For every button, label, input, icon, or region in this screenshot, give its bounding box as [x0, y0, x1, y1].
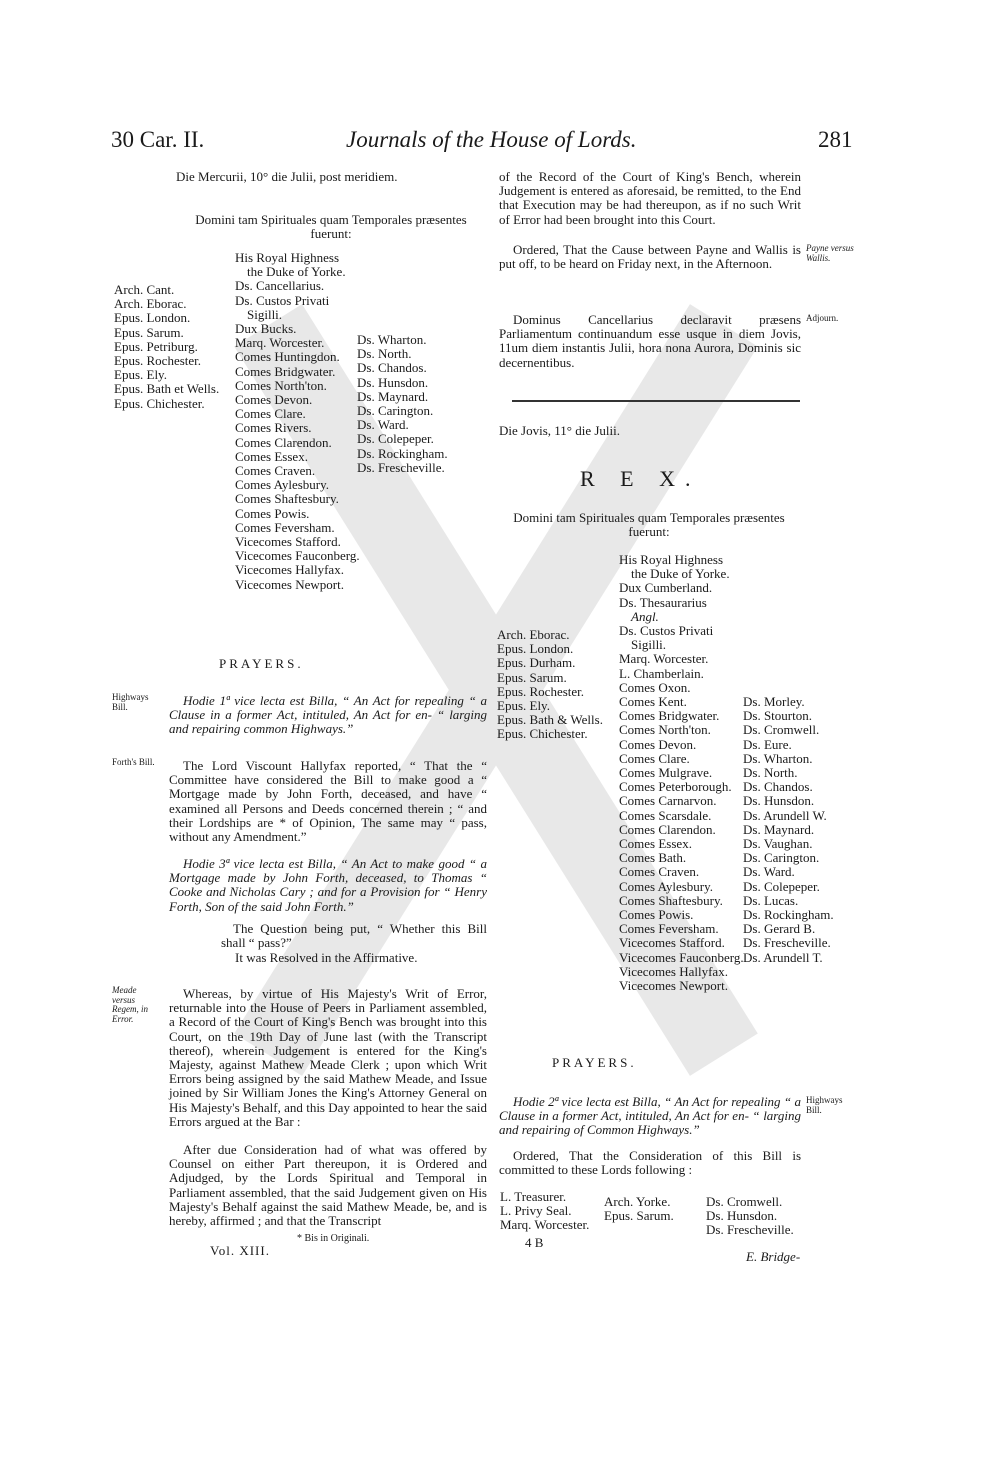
member-name: Ds. Hunsdon.	[706, 1208, 778, 1224]
member-name: Ds. Cromwell.	[743, 722, 820, 738]
attendance-col1-right	[497, 628, 603, 742]
regnal-year: 30 Car. II.	[111, 127, 205, 152]
attendance-col3-left	[357, 333, 448, 475]
resolved-affirmative: It was Resolved in the Affirmative.	[235, 950, 418, 965]
member-name: Ds. Frescheville.	[743, 935, 831, 951]
volume-number: Vol. XIII.	[210, 1243, 270, 1258]
member-name: Ds. Rockingham.	[743, 907, 834, 923]
member-name: Comes Scarsdale.	[619, 807, 712, 823]
member-name: Dux Bucks.	[235, 321, 297, 337]
member-name: Comes Devon.	[235, 392, 313, 408]
member-name: Ds. Hunsdon.	[357, 374, 429, 390]
member-name: Arch. Eborac.	[497, 627, 570, 642]
rex-heading: R E X.	[580, 466, 701, 491]
member-name: Epus. Durham.	[497, 655, 576, 671]
member-name: Sigilli.	[247, 306, 283, 322]
judgement-continued: of the Record of the Court of King's Bench, wherein Judgement is entered as aforesaid, be remitted, to the End that Execution may be had thereupon, as if no such Writ of Error had been brought into this Court.	[499, 169, 801, 227]
sitting-heading-left: Die Mercurii, 10° die Julii, post meridiem.	[176, 169, 398, 184]
committee-col2	[604, 1195, 674, 1223]
member-name: Vicecomes Hallyfax.	[235, 562, 344, 578]
member-name: Ds. Eure.	[743, 736, 792, 752]
member-name: Comes Aylesbury.	[235, 477, 330, 493]
margin-note-highways-right: Highways Bill.	[806, 1095, 843, 1115]
attendance-col2-right	[619, 553, 744, 993]
member-name: Dux Cumberland.	[619, 580, 713, 596]
member-name: Comes Shaftesbury.	[619, 892, 723, 908]
committal-order: Ordered, That the Consideration of this Bill is committed to these Lords following :	[499, 1148, 801, 1178]
member-name: Marq. Worcester.	[619, 651, 709, 667]
member-name: Comes Peterborough.	[619, 779, 732, 795]
page-number: 281	[818, 127, 853, 152]
committee-col3	[706, 1195, 794, 1238]
catchword: E. Bridge-	[746, 1249, 801, 1264]
member-name: Vicecomes Hallyfax.	[619, 963, 728, 979]
forth-bill-report: The Lord Viscount Hallyfax reported, “ That the “ Committee have considered the Bill to make good a “ Mortgage made by John Forth, deceased, and have “ examined all Persons and Deeds concerned therein ; “ and their Lordships are * of Opinion, The same may “ pass, without any Amendment.”	[169, 758, 487, 845]
member-name: L. Privy Seal.	[500, 1203, 572, 1219]
member-name: Epus. London.	[497, 641, 574, 657]
member-name: Ds. Colepeper.	[357, 431, 434, 447]
forth-bill-third-reading: Hodie 3ª vice lecta est Billa, “ An Act to make good “ a Mortgage made by John Forth, deceased, to Thomas “ Cooke and Nicholas Cary ; and for a Provision for “ Henry Forth, Son of the said John Forth.”	[169, 856, 487, 914]
running-title: Journals of the House of Lords.	[346, 127, 637, 152]
member-name: Ds. Frescheville.	[706, 1222, 794, 1238]
member-name: Comes Bath.	[619, 850, 687, 866]
member-name: Ds. Ward.	[357, 417, 409, 433]
prayers-left: PRAYERS.	[219, 656, 304, 671]
member-name: Ds. North.	[357, 346, 412, 362]
highways-bill-first-reading: Hodie 1ª vice lecta est Billa, “ An Act for repealing “ a Clause in a former Act, intituled, An Act for en- “ larging and repairing common Highways.”	[169, 693, 487, 737]
member-name: Epus. Sarum.	[604, 1208, 674, 1224]
section-rule	[512, 400, 800, 402]
member-name: Ds. North.	[743, 765, 798, 781]
member-name: Epus. Sarum.	[497, 669, 567, 685]
member-name: Ds. Stourton.	[743, 708, 812, 724]
member-name: Comes Bridgwater.	[235, 363, 336, 379]
member-name: Ds. Custos Privati	[235, 292, 330, 308]
member-name: Comes Craven.	[235, 463, 316, 479]
attendance-col2-left	[235, 251, 360, 592]
meade-judgement-affirmed: After due Consideration had of what was offered by Counsel on either Part thereupon, it is Ordered and Adjudged, by the Lords Spiritual and Temporal in Parliament assembled, that the said Judgement given on His Majesty's Behalf against the said Mathew Meade, be, and is hereby, affirmed ; and that the Transcript	[169, 1142, 487, 1229]
member-name: Comes North'ton.	[619, 722, 711, 738]
member-name: Ds. Carington.	[743, 850, 820, 866]
member-name: Epus. Chichester.	[497, 726, 588, 742]
member-name: Ds. Lucas.	[743, 892, 799, 908]
member-name: Ds. Maynard.	[357, 388, 429, 404]
member-name: Epus. Ely.	[497, 698, 550, 714]
member-name: Comes Bridgwater.	[619, 708, 720, 724]
member-name: Ds. Thesaurarius	[619, 594, 707, 610]
member-name: His Royal Highness	[619, 552, 723, 567]
member-name: Ds. Vaughan.	[743, 836, 813, 852]
margin-note-payne: Payne versus Wallis.	[806, 243, 854, 263]
member-name: Comes Feversham.	[235, 519, 335, 535]
committee-col1	[500, 1190, 589, 1233]
member-name: Comes Huntingdon.	[235, 349, 340, 365]
member-name: Vicecomes Fauconberg.	[619, 949, 744, 965]
member-name: Comes Devon.	[619, 736, 697, 752]
member-name: Ds. Custos Privati	[619, 623, 714, 639]
margin-note-adjourn: Adjourn.	[806, 313, 839, 323]
member-name: Comes Mulgrave.	[619, 765, 713, 781]
member-name: Ds. Chandos.	[743, 779, 813, 795]
member-name: Epus. Bath & Wells.	[497, 712, 603, 728]
member-name: Epus. Rochester.	[114, 353, 202, 369]
member-name: Ds. Morley.	[743, 694, 805, 709]
member-name: Comes North'ton.	[235, 377, 327, 393]
signature-mark: 4 B	[525, 1235, 544, 1250]
highways-bill-second-reading: Hodie 2ª vice lecta est Billa, “ An Act for repealing “ a Clause in a former Act, intituled, An Act for en- “ larging and repairing of Common Highways.”	[499, 1094, 801, 1138]
member-name: Ds. Wharton.	[357, 332, 427, 347]
member-name: Arch. Yorke.	[604, 1194, 671, 1209]
member-name: Epus. Chichester.	[114, 395, 205, 411]
member-name: Marq. Worcester.	[235, 335, 325, 351]
member-name: Vicecomes Newport.	[235, 576, 344, 592]
member-name: Epus. Rochester.	[497, 683, 585, 699]
adjournment-declaration: Dominus Cancellarius declaravit præsens Parliamentum continuandum esse usque in diem Jovis, 11um diem instantis Julii, hora nona Aurora, Dominis sic decernentibus.	[499, 312, 801, 370]
attendance-col3-right	[743, 695, 834, 965]
member-name: Ds. Chandos.	[357, 360, 427, 376]
member-name: Epus. Bath et Wells.	[114, 381, 220, 397]
member-name: Ds. Hunsdon.	[743, 793, 815, 809]
member-name: L. Treasurer.	[500, 1189, 567, 1204]
member-name: Ds. Arundell T.	[743, 949, 823, 965]
member-name: Comes Aylesbury.	[619, 878, 714, 894]
member-name: Comes Shaftesbury.	[235, 491, 339, 507]
meade-writ-of-error: Whereas, by virtue of His Majesty's Writ of Error, returnable into the House of Peers in Parliament assembled, a Record of the Court of King's Bench was brought into this Court, on the 19th Day of June last (with the Transcript thereof), wherein Judgement is entered for the King's Majesty, against Mathew Meade Clerk ; upon which Writ Errors being assigned by the said Mathew Meade, and Issue joined by Sir William Jones the King's Attorney General on His Majesty's Behalf, and this Day appointed to hear the said Errors argued at the Bar :	[169, 986, 487, 1129]
member-name: Ds. Cancellarius.	[235, 278, 325, 294]
member-name: Vicecomes Stafford.	[235, 534, 341, 550]
member-name: Comes Clarendon.	[235, 434, 332, 450]
question-put: The Question being put, “ Whether this Bill shall “ pass?”	[221, 921, 487, 951]
prayers-right: PRAYERS.	[552, 1055, 637, 1070]
member-name: L. Chamberlain.	[619, 665, 704, 681]
member-name: Marq. Worcester.	[500, 1217, 590, 1233]
member-name: Epus. Ely.	[114, 367, 167, 383]
margin-note-forth: Forth's Bill.	[112, 757, 155, 767]
member-name: Comes Clare.	[235, 406, 306, 422]
margin-note-meade: Meade versus Regem, in Error.	[112, 985, 148, 1024]
member-name: Comes Feversham.	[619, 921, 719, 937]
payne-wallis-order: Ordered, That the Cause between Payne and Wallis is put off, to be heard on Friday next, in the Afternoon.	[499, 242, 801, 272]
member-name: the Duke of Yorke.	[247, 264, 346, 280]
member-name: Comes Clarendon.	[619, 821, 716, 837]
member-name: Comes Powis.	[619, 907, 694, 923]
member-name: Epus. Petriburg.	[114, 338, 198, 354]
member-name: Comes Essex.	[619, 836, 692, 852]
member-name: Angl.	[631, 608, 659, 624]
margin-note-highways: Highways Bill.	[112, 692, 149, 712]
member-name: Ds. Wharton.	[743, 750, 813, 766]
member-name: Ds. Colepeper.	[743, 878, 820, 894]
member-name: Ds. Maynard.	[743, 821, 815, 837]
member-name: Arch. Eborac.	[114, 296, 187, 312]
member-name: the Duke of Yorke.	[631, 566, 730, 582]
member-name: Ds. Gerard B.	[743, 921, 816, 937]
member-name: Comes Carnarvon.	[619, 793, 717, 809]
member-name: Vicecomes Fauconberg.	[235, 548, 360, 564]
sitting-heading-right: Die Jovis, 11° die Julii.	[499, 423, 620, 438]
member-name: Ds. Cromwell.	[706, 1194, 783, 1209]
member-name: Epus. London.	[114, 310, 191, 326]
member-name: Epus. Sarum.	[114, 324, 184, 340]
present-intro-left: Domini tam Spirituales quam Temporales præsentes fuerunt:	[195, 212, 467, 242]
member-name: Vicecomes Newport.	[619, 978, 728, 994]
attendance-col1-left	[114, 283, 219, 411]
present-intro-right: Domini tam Spirituales quam Temporales præsentes fuerunt:	[513, 510, 785, 540]
member-name: Comes Rivers.	[235, 420, 312, 436]
member-name: Comes Powis.	[235, 505, 310, 521]
member-name: Comes Essex.	[235, 448, 308, 464]
member-name: Ds. Rockingham.	[357, 445, 448, 461]
member-name: Sigilli.	[631, 637, 667, 653]
member-name: Ds. Ward.	[743, 864, 795, 880]
member-name: Comes Oxon.	[619, 679, 691, 695]
member-name: Ds. Frescheville.	[357, 459, 445, 475]
member-name: Arch. Cant.	[114, 282, 175, 297]
member-name: Comes Clare.	[619, 750, 690, 766]
member-name: Vicecomes Stafford.	[619, 935, 725, 951]
member-name: His Royal Highness	[235, 250, 339, 265]
member-name: Comes Kent.	[619, 694, 687, 710]
member-name: Ds. Arundell W.	[743, 807, 827, 823]
footnote: * Bis in Originali.	[297, 1233, 370, 1244]
member-name: Comes Craven.	[619, 864, 700, 880]
member-name: Ds. Carington.	[357, 403, 434, 419]
